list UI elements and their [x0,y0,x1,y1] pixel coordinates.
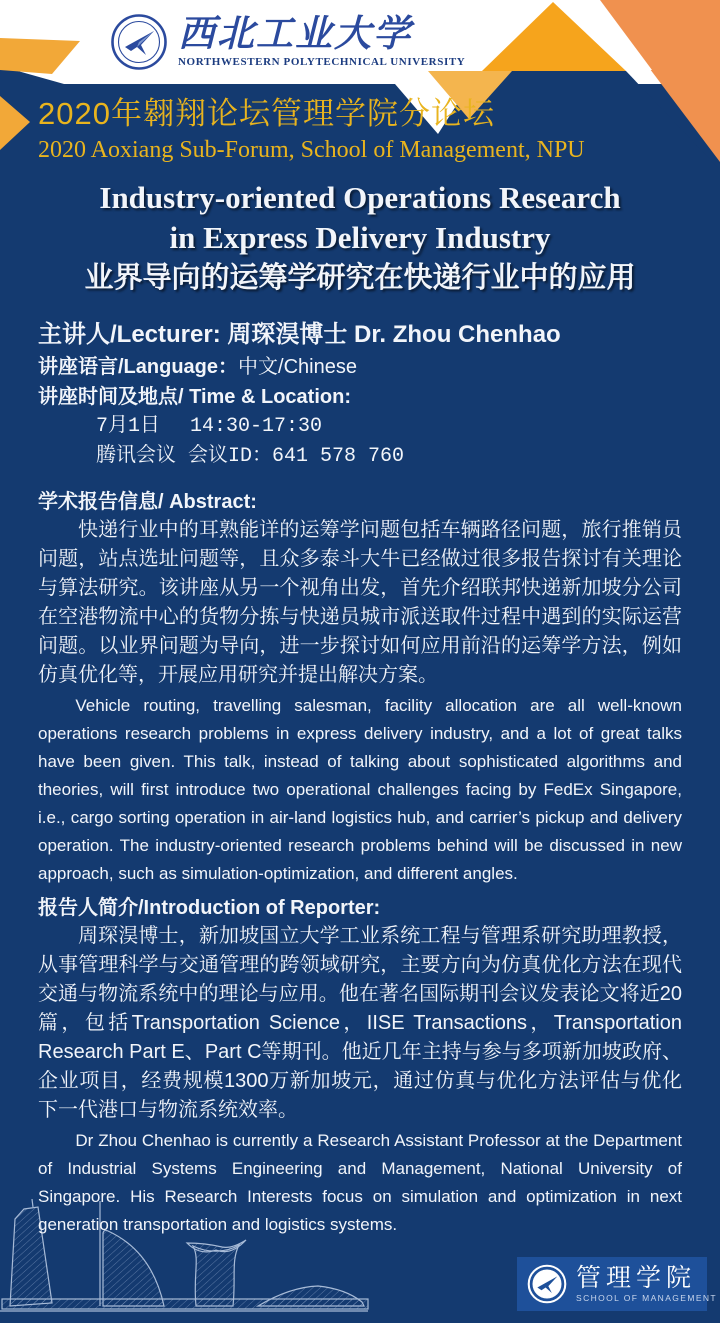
university-name-en: NORTHWESTERN POLYTECHNICAL UNIVERSITY [178,56,466,68]
lecturer-name: 周琛淏博士 Dr. Zhou Chenhao [227,321,561,348]
time-location-label: 讲座时间及地点/ Time & Location: [38,386,351,408]
school-name-cn: 管理学院 [576,1264,697,1292]
school-emblem-icon [527,1264,567,1304]
abstract-heading: 学术报告信息/ Abstract: [38,491,257,513]
abstract-paragraph-en: Vehicle routing, travelling salesman, facility allocation are all well-known operations research problems in express delivery industry, and a lot of great talks have been given. This talk, instead of talking about sophisticated algorithms and theories, will first introduce two operational challenges facing by FedEx Singapore, i.e., cargo sorting operation in air-land logistics hub, and carrier’s pickup and delivery operation. The industry-oriented research problems behind will be discussed in new approach, such as simulation-optimization, and different angles. [38,696,682,883]
lecturer-line [38,318,682,352]
forum-title-cn: 2020年翱翔论坛管理学院分论坛 [38,96,495,131]
time-line [38,412,682,442]
forum-band [38,94,585,166]
school-logo-box [517,1257,718,1311]
talk-title-en-line1: Industry-oriented Operations Research [99,180,621,215]
reporter-heading: 报告人简介/Introduction of Reporter: [38,897,381,919]
reporter-paragraph-cn: 周琛淏博士，新加坡国立大学工业系统工程与管理系研究助理教授，从事管理科学与交通管理的跨领域研究，主要方向为仿真优化方法在现代交通与物流系统中的理论与应用。他在著名国际期刊会议发表论文将近20篇，包括Transportation Science，IISE Transactions，Transportation Research Part E、Part C等期刊。他近几年主持与参与多项新加坡政府、企业项目，经费规模1300万新加坡元，通过仿真与优化方法评估与优化下一代港口与物流系统效率。 [38,925,682,1121]
npu-logo [110,13,465,71]
npu-emblem-icon [110,13,168,71]
abstract-section [38,488,682,888]
venue-line: 腾讯会议 会议ID：641 578 760 [96,445,405,468]
talk-title-cn: 业界导向的运筹学研究在快递行业中的应用 [84,262,636,294]
time-date: 7月1日 [96,415,161,438]
poster-content [0,170,720,1239]
language-line [38,352,682,382]
forum-title-en: 2020 Aoxiang Sub-Forum, School of Management, NPU [38,137,585,163]
language-label: 讲座语言/Language： [38,356,239,378]
left-gold-triangle [0,96,30,150]
talk-title [38,178,682,298]
language-value: 中文/Chinese [238,356,357,378]
reporter-section [38,894,682,1239]
talk-info-block [38,318,682,472]
reporter-paragraph-en: Dr Zhou Chenhao is currently a Research Assistant Professor at the Department of Industrial Systems Engineering and Management, National University of Singapore. His Research Interests focus on simulation and optimization in next generation transportation and logistics systems. [38,1131,682,1234]
school-name-en: SCHOOL OF MANAGEMENT [576,1293,718,1303]
time-range: 14:30-17:30 [190,415,323,438]
university-name-cn: 西北工业大学 [178,14,412,55]
talk-title-en-line2: in Express Delivery Industry [169,220,551,255]
abstract-paragraph-cn: 快递行业中的耳熟能详的运筹学问题包括车辆路径问题，旅行推销员问题，站点选址问题等，且众多泰斗大牛已经做过很多报告探讨有关理论与算法研究。该讲座从另一个视角出发，首先介绍联邦快递新加坡分公司在空港物流中心的货物分拣与快递员城市派送取件过程中遇到的实际运营问题。以业界问题为导向，进一步探讨如何应用前沿的运筹学方法，例如仿真优化等，开展应用研究并提出解决方案。 [38,519,682,686]
lecturer-label: 主讲人/Lecturer: [38,321,221,348]
